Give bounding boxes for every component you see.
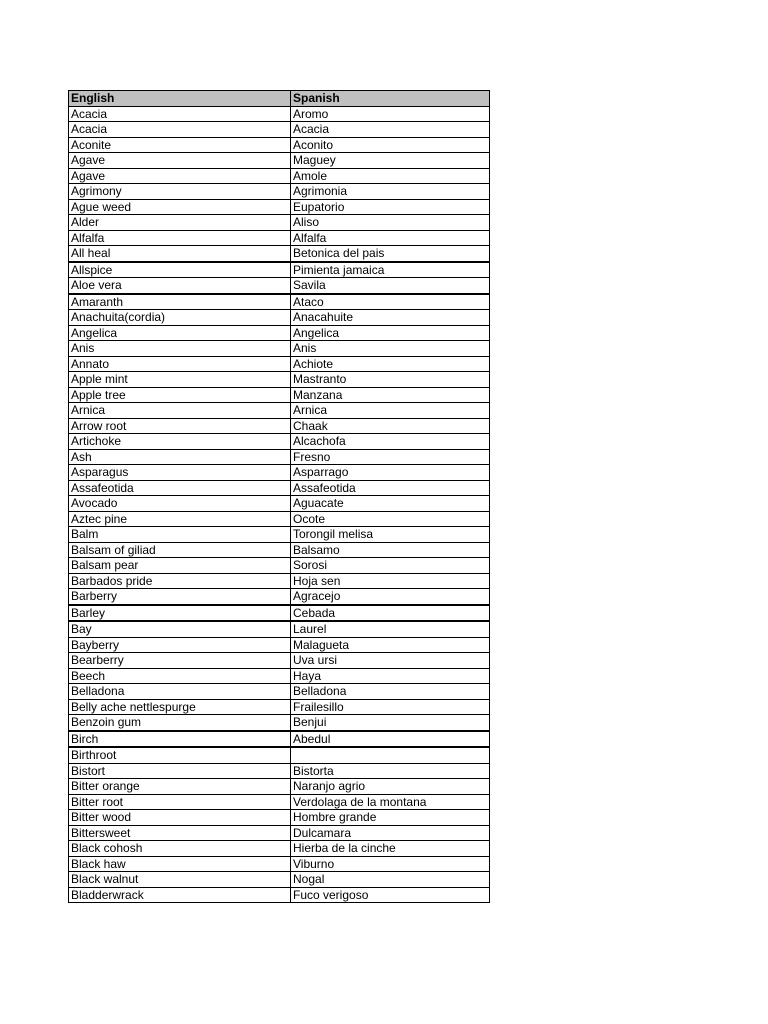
spanish-cell: Alcachofa [291, 434, 490, 450]
english-cell: Agrimony [69, 184, 291, 200]
english-cell: Anis [69, 341, 291, 357]
spanish-cell: Ataco [291, 294, 490, 310]
english-cell: Barbados pride [69, 573, 291, 589]
table-row [69, 418, 490, 434]
english-cell: Arnica [69, 403, 291, 419]
spanish-cell: Uva ursi [291, 653, 490, 669]
spanish-cell [291, 747, 490, 763]
english-cell: Alfalfa [69, 230, 291, 246]
spanish-cell: Fuco verigoso [291, 887, 490, 903]
table-row [69, 573, 490, 589]
english-cell: Agave [69, 153, 291, 169]
spanish-cell: Anacahuite [291, 310, 490, 326]
english-cell: Angelica [69, 325, 291, 341]
english-spanish-table [68, 90, 490, 903]
table-row [69, 106, 490, 122]
english-cell: Artichoke [69, 434, 291, 450]
column-header-english: English [69, 91, 291, 107]
english-cell: Balsam pear [69, 558, 291, 574]
table-row [69, 325, 490, 341]
table-row [69, 199, 490, 215]
table-row [69, 887, 490, 903]
table-body [69, 106, 490, 903]
table-row [69, 605, 490, 622]
english-cell: Aloe vera [69, 278, 291, 294]
table-row [69, 403, 490, 419]
spanish-cell: Aguacate [291, 496, 490, 512]
spanish-cell: Abedul [291, 731, 490, 748]
spanish-cell: Verdolaga de la montana [291, 794, 490, 810]
english-cell: Avocado [69, 496, 291, 512]
english-cell: Allspice [69, 262, 291, 278]
english-cell: Birthroot [69, 747, 291, 763]
table-row [69, 153, 490, 169]
spanish-cell: Cebada [291, 605, 490, 622]
english-cell: Belly ache nettlespurge [69, 699, 291, 715]
spanish-cell: Viburno [291, 856, 490, 872]
table-row [69, 310, 490, 326]
spanish-cell: Asparrago [291, 465, 490, 481]
spanish-cell: Alfalfa [291, 230, 490, 246]
spanish-cell: Assafeotida [291, 480, 490, 496]
english-cell: Bistort [69, 763, 291, 779]
table-row [69, 480, 490, 496]
table-row [69, 527, 490, 543]
spanish-cell: Eupatorio [291, 199, 490, 215]
spanish-cell: Savila [291, 278, 490, 294]
english-cell: Balsam of giliad [69, 542, 291, 558]
table-row [69, 825, 490, 841]
table-row [69, 872, 490, 888]
english-cell: Arrow root [69, 418, 291, 434]
column-header-spanish: Spanish [291, 91, 490, 107]
spanish-cell: Torongil melisa [291, 527, 490, 543]
table-row [69, 810, 490, 826]
english-cell: Black cohosh [69, 841, 291, 857]
spanish-cell: Angelica [291, 325, 490, 341]
english-cell: Black walnut [69, 872, 291, 888]
spanish-cell: Balsamo [291, 542, 490, 558]
english-cell: Bitter root [69, 794, 291, 810]
english-cell: Barberry [69, 589, 291, 605]
table-row [69, 372, 490, 388]
table-row [69, 558, 490, 574]
english-cell: Acacia [69, 122, 291, 138]
spanish-cell: Malagueta [291, 637, 490, 653]
english-cell: Bitter wood [69, 810, 291, 826]
english-cell: Aztec pine [69, 511, 291, 527]
table-row [69, 637, 490, 653]
spanish-cell: Bistorta [291, 763, 490, 779]
english-cell: Anachuita(cordia) [69, 310, 291, 326]
table-row [69, 699, 490, 715]
spanish-cell: Achiote [291, 356, 490, 372]
spanish-cell: Ocote [291, 511, 490, 527]
table-row [69, 621, 490, 637]
spanish-cell: Frailesillo [291, 699, 490, 715]
table-row [69, 715, 490, 731]
table-row [69, 841, 490, 857]
spanish-cell: Manzana [291, 387, 490, 403]
spanish-cell: Acacia [291, 122, 490, 138]
table-row [69, 763, 490, 779]
table-row [69, 137, 490, 153]
table-row [69, 184, 490, 200]
english-cell: Beech [69, 668, 291, 684]
english-cell: Aconite [69, 137, 291, 153]
table-row [69, 668, 490, 684]
english-cell: Belladona [69, 684, 291, 700]
english-cell: Asparagus [69, 465, 291, 481]
spanish-cell: Laurel [291, 621, 490, 637]
english-cell: Bitter orange [69, 779, 291, 795]
spanish-cell: Hoja sen [291, 573, 490, 589]
table-row [69, 589, 490, 605]
table-row [69, 215, 490, 231]
spanish-cell: Belladona [291, 684, 490, 700]
english-cell: Agave [69, 168, 291, 184]
table-row [69, 278, 490, 294]
english-cell: Ash [69, 449, 291, 465]
spanish-cell: Pimienta jamaica [291, 262, 490, 278]
spanish-cell: Fresno [291, 449, 490, 465]
spanish-cell: Naranjo agrio [291, 779, 490, 795]
english-cell: Barley [69, 605, 291, 622]
table-row [69, 246, 490, 262]
table-row [69, 856, 490, 872]
spanish-cell: Aromo [291, 106, 490, 122]
english-cell: Bladderwrack [69, 887, 291, 903]
spanish-cell: Aliso [291, 215, 490, 231]
table-row [69, 387, 490, 403]
spanish-cell: Benjui [291, 715, 490, 731]
spanish-cell: Arnica [291, 403, 490, 419]
header-row [69, 91, 490, 107]
spanish-cell: Hierba de la cinche [291, 841, 490, 857]
table-row [69, 356, 490, 372]
english-cell: Bearberry [69, 653, 291, 669]
table-row [69, 496, 490, 512]
table-row [69, 434, 490, 450]
english-cell: Benzoin gum [69, 715, 291, 731]
english-cell: Alder [69, 215, 291, 231]
english-cell: Birch [69, 731, 291, 748]
table-row [69, 168, 490, 184]
spanish-cell: Nogal [291, 872, 490, 888]
table-row [69, 262, 490, 278]
table-row [69, 511, 490, 527]
english-cell: Bittersweet [69, 825, 291, 841]
table-row [69, 779, 490, 795]
table-row [69, 653, 490, 669]
spanish-cell: Agracejo [291, 589, 490, 605]
english-cell: Balm [69, 527, 291, 543]
table-row [69, 294, 490, 310]
table-row [69, 230, 490, 246]
table-row [69, 794, 490, 810]
spanish-cell: Hombre grande [291, 810, 490, 826]
english-cell: Black haw [69, 856, 291, 872]
spanish-cell: Chaak [291, 418, 490, 434]
spanish-cell: Mastranto [291, 372, 490, 388]
spanish-cell: Betonica del pais [291, 246, 490, 262]
table-row [69, 684, 490, 700]
table-row [69, 341, 490, 357]
english-cell: Bay [69, 621, 291, 637]
english-cell: Assafeotida [69, 480, 291, 496]
table-row [69, 449, 490, 465]
english-cell: Amaranth [69, 294, 291, 310]
spanish-cell: Sorosi [291, 558, 490, 574]
spanish-cell: Dulcamara [291, 825, 490, 841]
english-cell: All heal [69, 246, 291, 262]
spanish-cell: Agrimonia [291, 184, 490, 200]
english-cell: Ague weed [69, 199, 291, 215]
table-row [69, 542, 490, 558]
spanish-cell: Haya [291, 668, 490, 684]
spanish-cell: Amole [291, 168, 490, 184]
spanish-cell: Maguey [291, 153, 490, 169]
english-cell: Apple tree [69, 387, 291, 403]
english-cell: Bayberry [69, 637, 291, 653]
table-row [69, 465, 490, 481]
table-row [69, 731, 490, 748]
english-cell: Acacia [69, 106, 291, 122]
table-row [69, 747, 490, 763]
spanish-cell: Anis [291, 341, 490, 357]
spanish-cell: Aconito [291, 137, 490, 153]
english-cell: Annato [69, 356, 291, 372]
table-row [69, 122, 490, 138]
english-cell: Apple mint [69, 372, 291, 388]
